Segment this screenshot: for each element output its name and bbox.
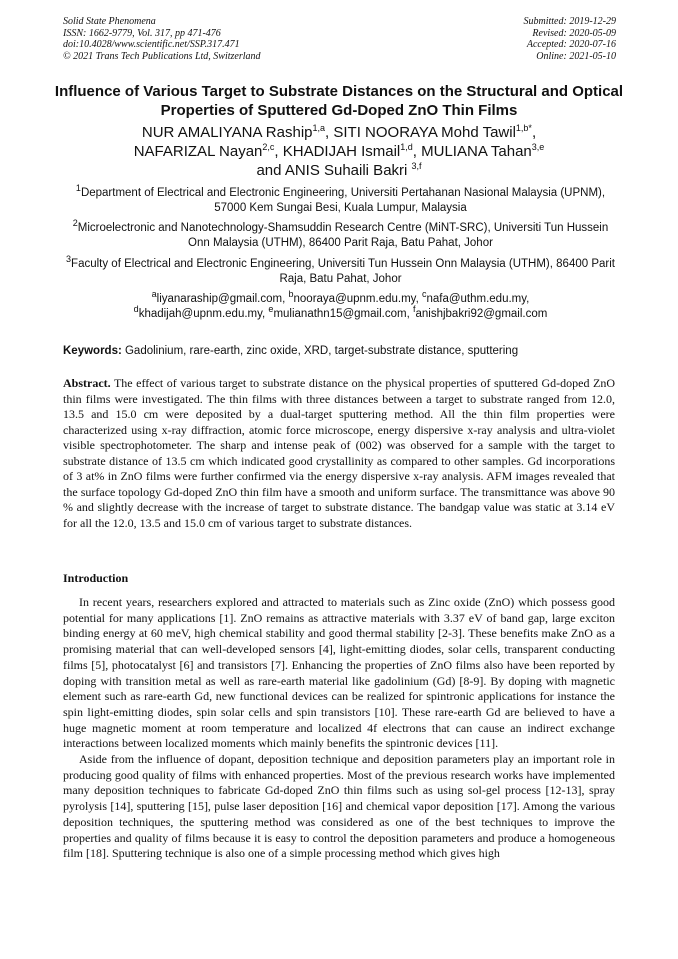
copyright-line: © 2021 Trans Tech Publications Ltd, Switzerland	[63, 50, 261, 62]
journal-name: Solid State Phenomena	[63, 16, 156, 27]
author-4: KHADIJAH Ismail$^{1,d}$,	[282, 142, 422, 160]
online-date: Online: 2021-05-10	[536, 50, 616, 62]
affiliation-2: $^2$Microelectronic and Nanotechnology-Shamsuddin Research Centre (MiNT-SRC), Universiti Tun Hussein Onn Malaysia (UTHM), 86400 Parit Raja, Batu Pahat, Johor	[72, 218, 609, 249]
introduction-body	[63, 595, 615, 862]
affiliation-3: $^3$Faculty of Electrical and Electronic Engineering, Universiti Tun Hussein Onn Malaysia (UTHM), 86400 Parit Raja, Batu Pahat, Johor	[66, 254, 615, 285]
affiliation-1: $^1$Department of Electrical and Electronic Engineering, Universiti Pertahanan Nasional Malaysia (UPNM), 57000 Kem Sungai Besi, Kuala Lumpur, Malaysia	[75, 183, 606, 214]
doi-line: doi:10.4028/www.scientific.net/SSP.317.471	[63, 39, 240, 50]
submitted-date: Submitted: 2019-12-29	[523, 16, 616, 27]
abstract	[63, 376, 615, 531]
email-b[interactable]: $^b$nooraya@upnm.edu.my	[288, 289, 416, 305]
paragraph-2: Aside from the influence of dopant, deposition technique and deposition parameters play an important role in producing good quality of films with enhanced properties. Most of the previous research works have implemented many deposition techniques to fabricate Gd-doped ZnO thin films such as using sol-gel process [12-13], spray pyrolysis [14], sputtering [15], pulse laser deposition [16] and chemical vapor deposition [17]. Among the various deposition techniques, the sputtering method was considered as one of the best techniques to improve the properties and quality of films because it is easy to control the deposition parameters and produce a homogeneous film [18]. Sputtering technique is also one of a simple processing method which gives high	[63, 752, 615, 861]
abstract-label: Abstract.	[63, 376, 111, 390]
paragraph-1: In recent years, researchers explored and attracted to materials such as Zinc oxide (ZnO) which possess good potential for many applications [1]. ZnO remains as attractive materials with 3.37 eV of band gap, large exciton binding energy at 60 meV, high chemical stability and good thermal stability [2-3]. These benefits make ZnO as a promising material that can well-developed sensors [4], light-emitting diodes, solar cells, transparent conducting films [5], photocatalyst [6] and transistors [7]. Enhancing the properties of ZnO films also have been reported by doping with transition metal as well as rare-earth material like gadolinium (Gd) [8-9]. By doping with magnetic element such as rare-earth Gd, new functional devices can be realized for spintronic applications for instance the spin light-emitting diodes, spin solar cells and spin transistors [10]. These rare-earth Gd are believed to have a huge magnetic moment at room temperature and localized 4f electrons that can cause an indirect exchange interactions between localized moments which mainly benefits the spintronic devices [11].	[63, 595, 615, 751]
paper-title: Influence of Various Target to Substrate Distances on the Structural and Optical Properties of Sputtered Gd-Doped ZnO Thin Films	[54, 83, 624, 119]
author-5: MULIANA Tahan$^{3,e}$ and	[256, 142, 545, 179]
keywords-text: Gadolinium, rare-earth, zinc oxide, XRD, target-substrate distance, sputtering	[121, 345, 519, 357]
author-list	[40, 123, 638, 180]
keywords-label: Keywords:	[63, 345, 122, 357]
author-3: NAFARIZAL Nayan$^{2,c}$,	[133, 142, 283, 160]
author-6: ANIS Suhaili Bakri $^{3,f}$	[284, 161, 422, 179]
introduction-heading: Introduction	[63, 571, 129, 585]
journal-info	[63, 16, 261, 62]
issn-line: ISSN: 1662-9779, Vol. 317, pp 471-476	[63, 27, 221, 39]
submission-dates	[524, 16, 617, 62]
email-d[interactable]: $^d$khadijah@upnm.edu.my	[133, 304, 263, 320]
accepted-date: Accepted: 2020-07-16	[526, 39, 616, 50]
email-a[interactable]: $^a$liyanaraship@gmail.com	[151, 289, 283, 305]
email-e[interactable]: $^e$mulianathn15@gmail.com	[268, 304, 407, 320]
author-2: SITI NOORAYA Mohd Tawil$^{1,b*}$,	[333, 123, 537, 141]
email-f[interactable]: $^f$anishjbakri92@gmail.com	[412, 304, 548, 320]
author-1: NUR AMALIYANA Raship$^{1,a}$,	[141, 123, 334, 141]
keywords-line	[63, 344, 618, 359]
email-c[interactable]: $^c$nafa@uthm.edu.my	[421, 289, 527, 305]
email-list: $^a$liyanaraship@gmail.com, $^b$nooraya@upnm.edu.my, $^c$nafa@uthm.edu.my, $^d$khadijah@upnm.edu.my, $^e$mulianathn15@gmail.com, $^f$anishjbakri92@gmail.com	[133, 289, 548, 320]
revised-date: Revised: 2020-05-09	[532, 27, 616, 39]
abstract-text: The effect of various target to substrate distance on the physical properties of sputtered Gd-doped ZnO thin films were investigated. The thin films with three distances between a target to substrate ranged from 12.0, 13.5 and 15.0 cm were deposited by a dual-target sputtering method. All the thin film properties were characterized using x-ray diffraction, atomic force microscope, energy dispersive x-ray analysis and ultra-violet visible spectrophotometer. The sharp and intense peak of (002) was observed for a sample with the target to substrate distance of 13.5 cm which indicated good crystallinity as compared to other samples. Gd incorporations of 3 at% in ZnO films were further confirmed via the energy dispersive x-ray analysis. AFM images revealed that the surface topology Gd-doped ZnO thin film have a smooth and uniform surface. The transmittance was above 90 % and slightly decrease with the increase of target to substrate distance. The bandgap value was static at 3.14 eV for all the 12.0, 13.5 and 15.0 cm of various target to substrate distances.	[63, 376, 615, 530]
